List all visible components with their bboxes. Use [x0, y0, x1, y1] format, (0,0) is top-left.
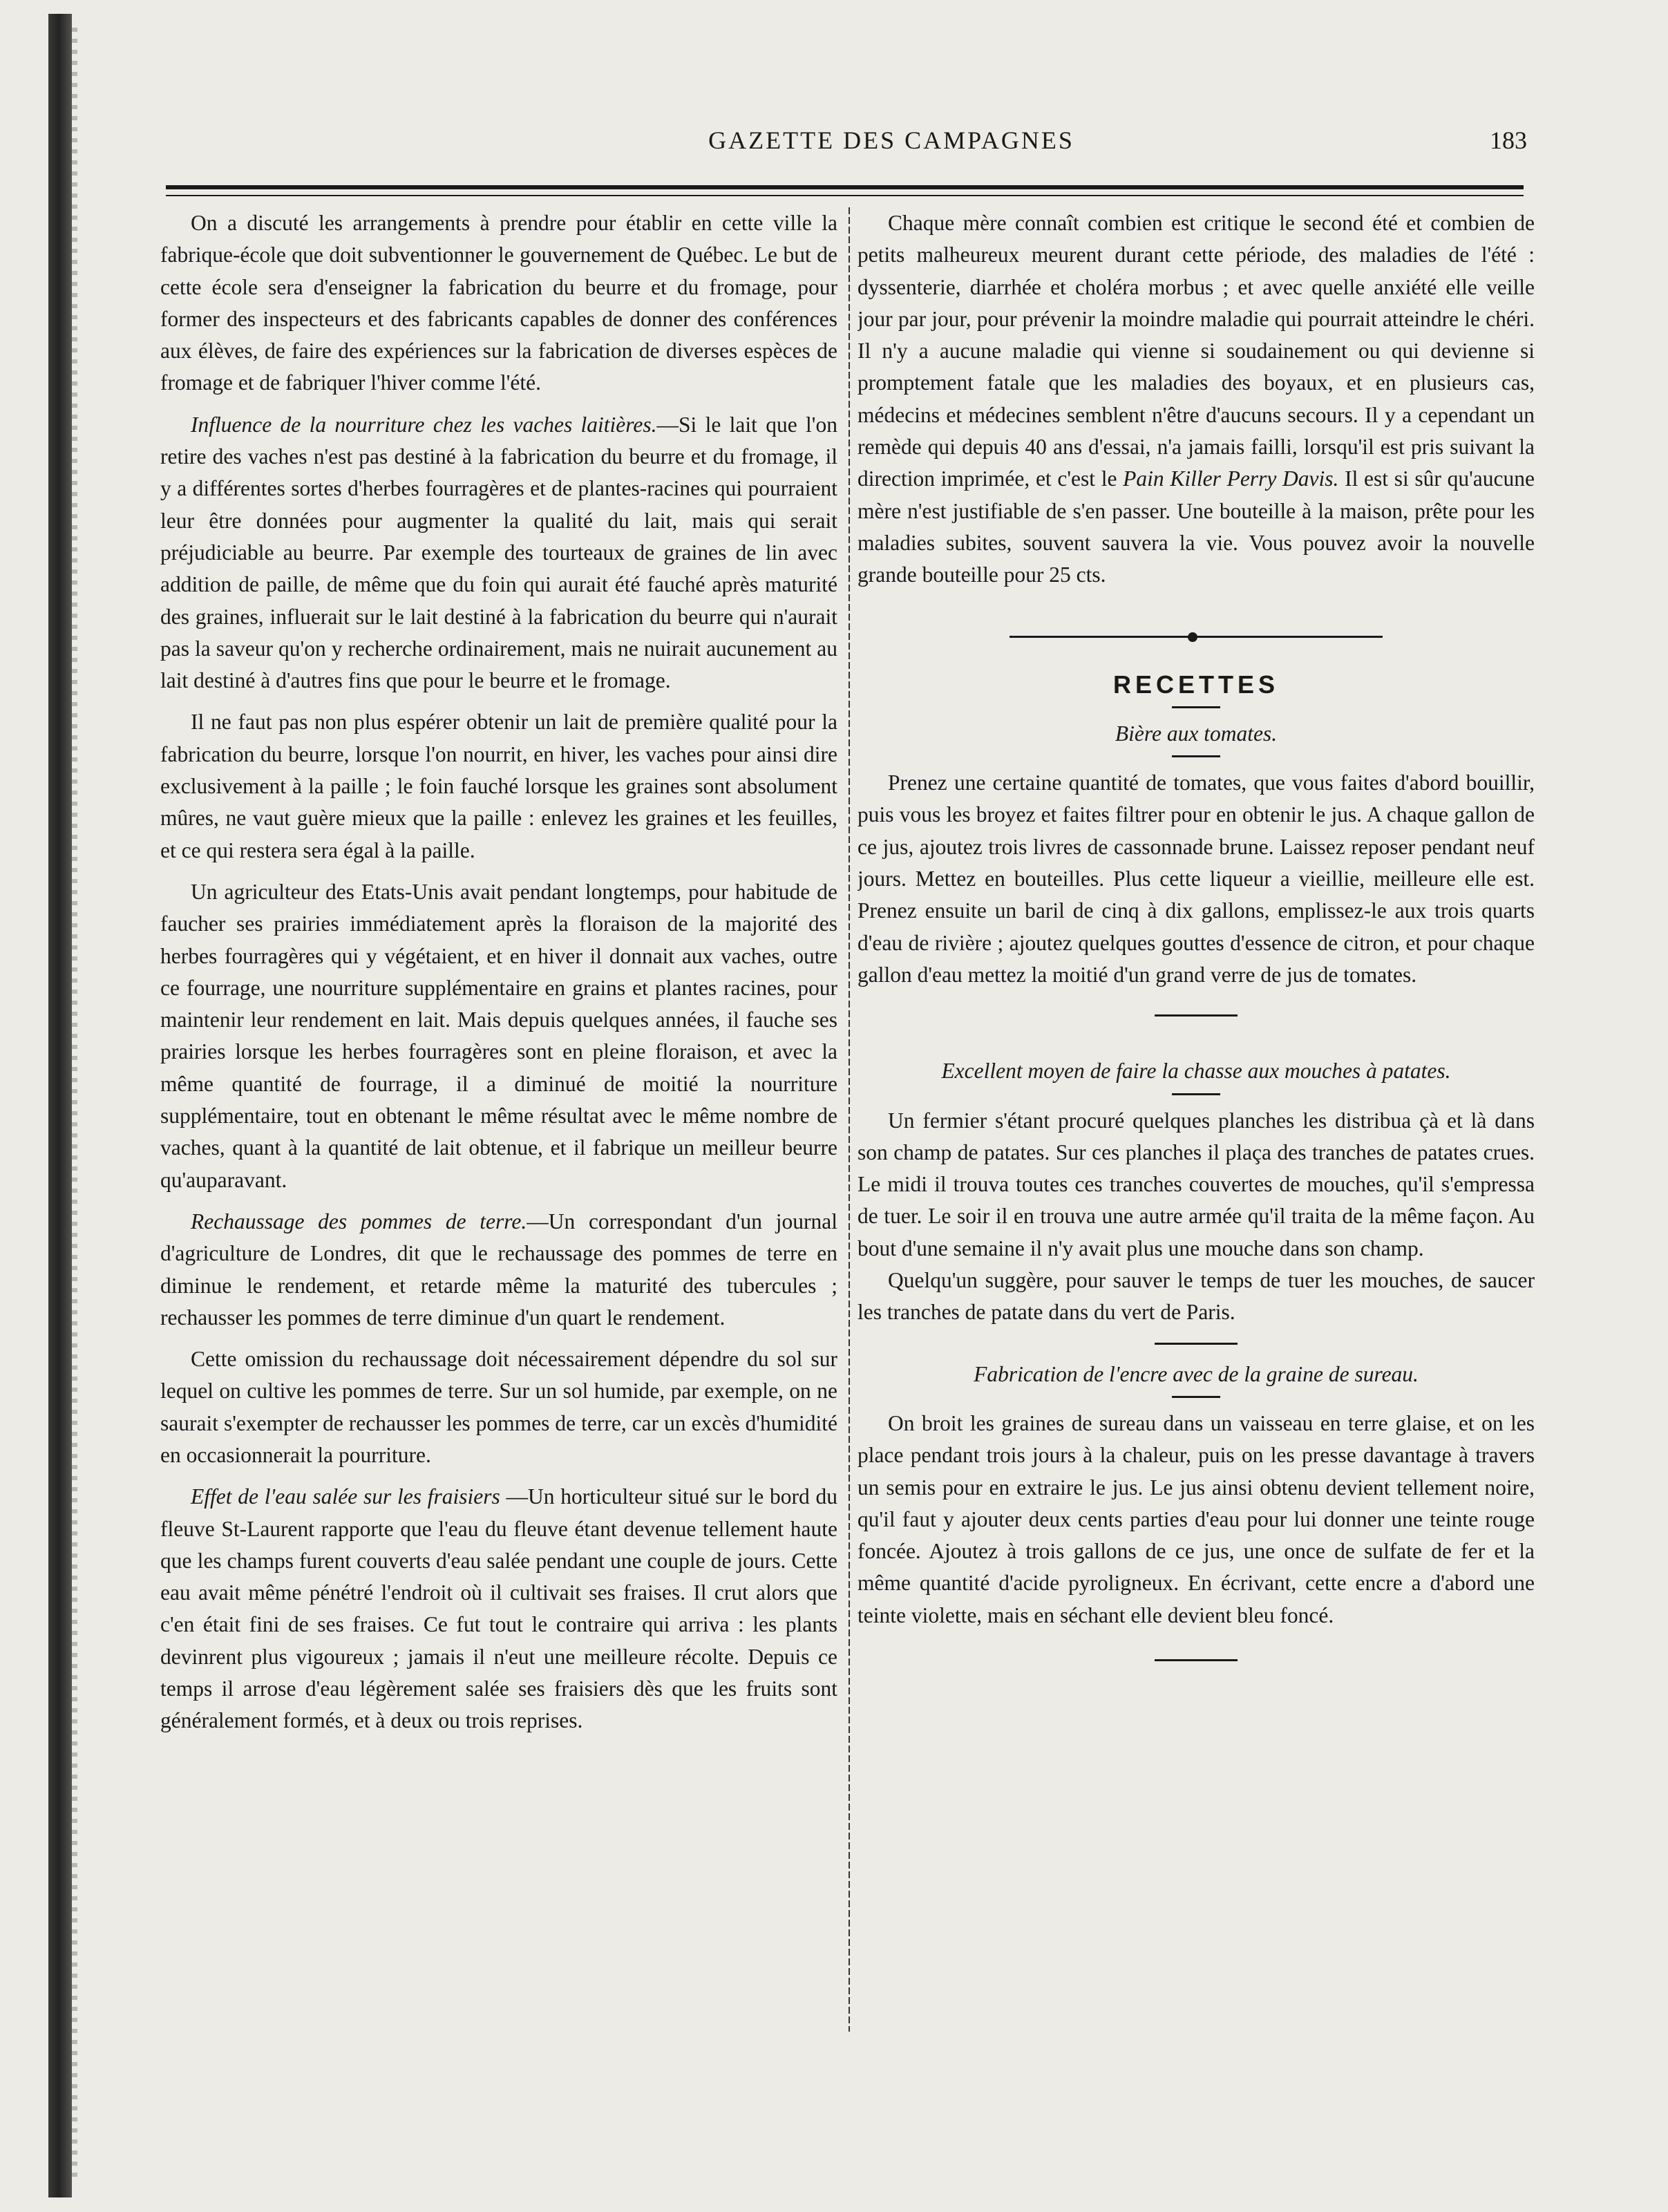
rule: [1172, 706, 1220, 708]
article-influence-nourriture: [160, 409, 837, 697]
rule: [1172, 1396, 1220, 1398]
recipe-title: Bière aux tomates.: [1115, 721, 1278, 746]
article-paragraph: Cette omission du rechaussage doit nécessairement dépendre du sol sur lequel on cultive les pommes de terre. Sur un sol humide, par exemple, on ne saurait s'exempter de rechausser les pommes de terre, car un excès d'humidité en occasionnerait la pourriture.: [160, 1347, 837, 1467]
right-column: [857, 207, 1535, 2032]
binding-spine: [48, 14, 72, 2197]
page-number: 183: [1490, 126, 1527, 154]
rule: [1172, 755, 1220, 757]
article-eau-salee: [160, 1481, 837, 1737]
rule: [1172, 1093, 1220, 1095]
rule: [1155, 1659, 1238, 1661]
running-title: GAZETTE DES CAMPAGNES: [708, 126, 1074, 154]
article-paragraph: Il ne faut pas non plus espérer obtenir un lait de première qualité pour la fabrication du beurre, lorsque l'on nourrit, en hiver, les vaches pour ainsi dire exclusivement à la paille ; le foin fauché lorsque les graines sont absolument mûres, ne vaut guère mieux que la paille : enlevez les graines et les feuilles, et ce qui restera sera égal à la paille.: [160, 710, 837, 862]
article-paragraph: Un agriculteur des Etats-Unis avait pendant longtemps, pour habitude de faucher ses prairies immédiatement après la floraison de la majorité des herbes fourragères qui y végétaient, et en hiver il donnait aux vaches, outre ce fourrage, une nourriture supplémentaire en grains et plantes racines, pour maintenir leur rendement en lait. Mais depuis quelques années, il fauche ses prairies lorsque les herbes fourragères sont en pleine floraison, et avec la même quantité de fourrage, il a diminué de moitié la nourriture supplémentaire, tout en obtenant le même résultat avec le même nombre de vaches, quant à la quantité de lait obtenue, et il fabrique un meilleur beurre qu'auparavant.: [160, 879, 837, 1192]
ad-text: Il est si sûr qu'aucune mère n'est justifiable de s'en passer. Une bouteille à la maison, prête pour les maladies subites, souvent sauvera la vie. Vous pouvez avoir la nouvelle grande bouteille pour 25 cts.: [857, 466, 1535, 587]
article-body: —Si le lait que l'on retire des vaches n'est pas destiné à la fabrication du beurre et du fromage, il y a différentes sortes d'herbes fourragères et de plantes-racines qui pourraient leur être données pour augmenter la qualité du lait, mais qui serait préjudiciable au beurre. Par exemple des tourteaux de graines de lin avec addition de paille, de même que du foin qui aurait été fauché après maturité des graines, influerait sur le lait destiné à la fabrication du beurre qui n'aurait pas la saveur qu'on y recherche ordinairement, mais ne nuirait aucunement au lait destiné à d'autres fins que pour le beurre et le fromage.: [160, 412, 837, 693]
header-rule-thin: [166, 195, 1524, 196]
ornament-divider: [857, 601, 1535, 665]
page-header: [166, 126, 1527, 160]
header-rule-thick: [166, 185, 1524, 189]
ad-text: Chaque mère connaît combien est critique le second été et combien de petits malheureux meurent durant cette période, des maladies de l'été : dyssenterie, diarrhée et choléra morbus ; et avec quelle anxiété elle veille jour par jour, pour prévenir la moindre maladie qui pourrait atteindre le chéri. Il n'y a aucune maladie qui vienne si soudainement ou qui devienne si promptement fatale que les maladies des boyaux, et en plusieurs cas, médecins et médecines semblent n'être d'aucuns secours. Il y a cependant un remède qui depuis 40 ans d'essai, n'a jamais failli, lorsqu'il est pris suivant la direction imprimée, et c'est le: [857, 211, 1535, 491]
article-heading: Rechaussage des pommes de terre.: [191, 1209, 527, 1233]
recipe-body: Quelqu'un suggère, pour sauver le temps de tuer les mouches, de saucer les tranches de patate dans du vert de Paris.: [857, 1268, 1535, 1325]
rule: [1155, 1343, 1238, 1345]
ad-brand: Pain Killer Perry Davis.: [1123, 466, 1339, 491]
recipe-title: Fabrication de l'encre avec de la graine de sureau.: [974, 1361, 1419, 1386]
article-body: —Un correspondant d'un journal d'agriculture de Londres, dit que le rechaussage des pommes de terre en diminue le rendement, et retarde même la maturité des tubercules ; rechausser les pommes de terre diminue d'un quart le rendement.: [160, 1209, 837, 1330]
recipe-body: Un fermier s'étant procuré quelques planches les distribua çà et là dans son champ de patates. Sur ces planches il plaça des tranches de patates crues. Le midi il trouva toutes ces tranches couvertes de mouches, qu'il s'empressa de tuer. Le soir il en trouva une autre armée qu'il traita de la même façon. Au bout d'une semaine il n'y avait plus une mouche dans son champ.: [857, 1108, 1535, 1260]
article-body: —Un horticulteur situé sur le bord du fleuve St-Laurent rapporte que l'eau du fleuve étant devenue tellement haute que les champs furent couverts d'eau salée pendant une couple de jours. Cette eau avait même pénétré l'endroit où il cultivait ses fraises. Il crut alors que c'en était fini de ses fraises. Ce fut tout le contraire qui arriva : les plants devinrent plus vigoureux ; jamais il n'eut une meilleure récolte. Depuis ce temps il arrose d'eau légèrement salée ses fraisiers dès que les fruits sont généralement formés, et à deux ou trois reprises.: [160, 1484, 837, 1733]
column-divider: [849, 207, 850, 2032]
binding-edge: [72, 28, 77, 2184]
recipe-body: Prenez une certaine quantité de tomates, que vous faites d'abord bouillir, puis vous les broyez et faites filtrer pour en obtenir le jus. A chaque gallon de ce jus, ajoutez trois livres de cassonnade brune. Laissez reposer pendant neuf jours. Mettez en bouteilles. Plus cette liqueur a vieillie, meilleure elle est. Prenez ensuite un baril de cinq à dix gallons, emplissez-le aux trois quarts d'eau de rivière ; ajoutez quelques gouttes d'essence de citron, et pour chaque gallon d'eau mettez la moitié d'un grand verre de jus de tomates.: [857, 771, 1535, 987]
recipe-title: Excellent moyen de faire la chasse aux mouches à patates.: [941, 1059, 1451, 1084]
advertisement-pain-killer: [857, 207, 1535, 592]
section-title: RECETTES: [1112, 670, 1280, 699]
article-heading: Effet de l'eau salée sur les fraisiers: [191, 1484, 500, 1509]
recipe-body: On broit les graines de sureau dans un vaisseau en terre glaise, et on les place pendant trois jours à la chaleur, puis on les presse davantage à travers un semis pour en extraire le jus. Le jus ainsi obtenu devient tellement noire, qu'il faut y ajouter deux cents parties d'eau pour lui donner une teinte rouge foncée. Ajoutez à trois gallons de ce jus, une once de sulfate de fer et la même quantité d'acide pyroligneux. En écrivant, cette encre a d'abord une teinte violette, mais en séchant elle devient bleu foncé.: [857, 1410, 1535, 1627]
article-heading: Influence de la nourriture chez les vaches laitières.: [191, 412, 657, 437]
article-fabrique-ecole: On a discuté les arrangements à prendre pour établir en cette ville la fabrique-école que doit subventionner le gouvernement de Québec. Le but de cette école sera d'enseigner la fabrication du beurre et du fromage, pour former des inspecteurs et des fabricants capables de donner des conférences aux élèves, de faire des expériences sur la fabrication de diverses espèces de fromage et de fabriquer l'hiver comme l'été.: [160, 211, 837, 395]
article-rechaussage: [160, 1206, 837, 1334]
left-column: [160, 207, 837, 2032]
rule: [1155, 1014, 1238, 1017]
